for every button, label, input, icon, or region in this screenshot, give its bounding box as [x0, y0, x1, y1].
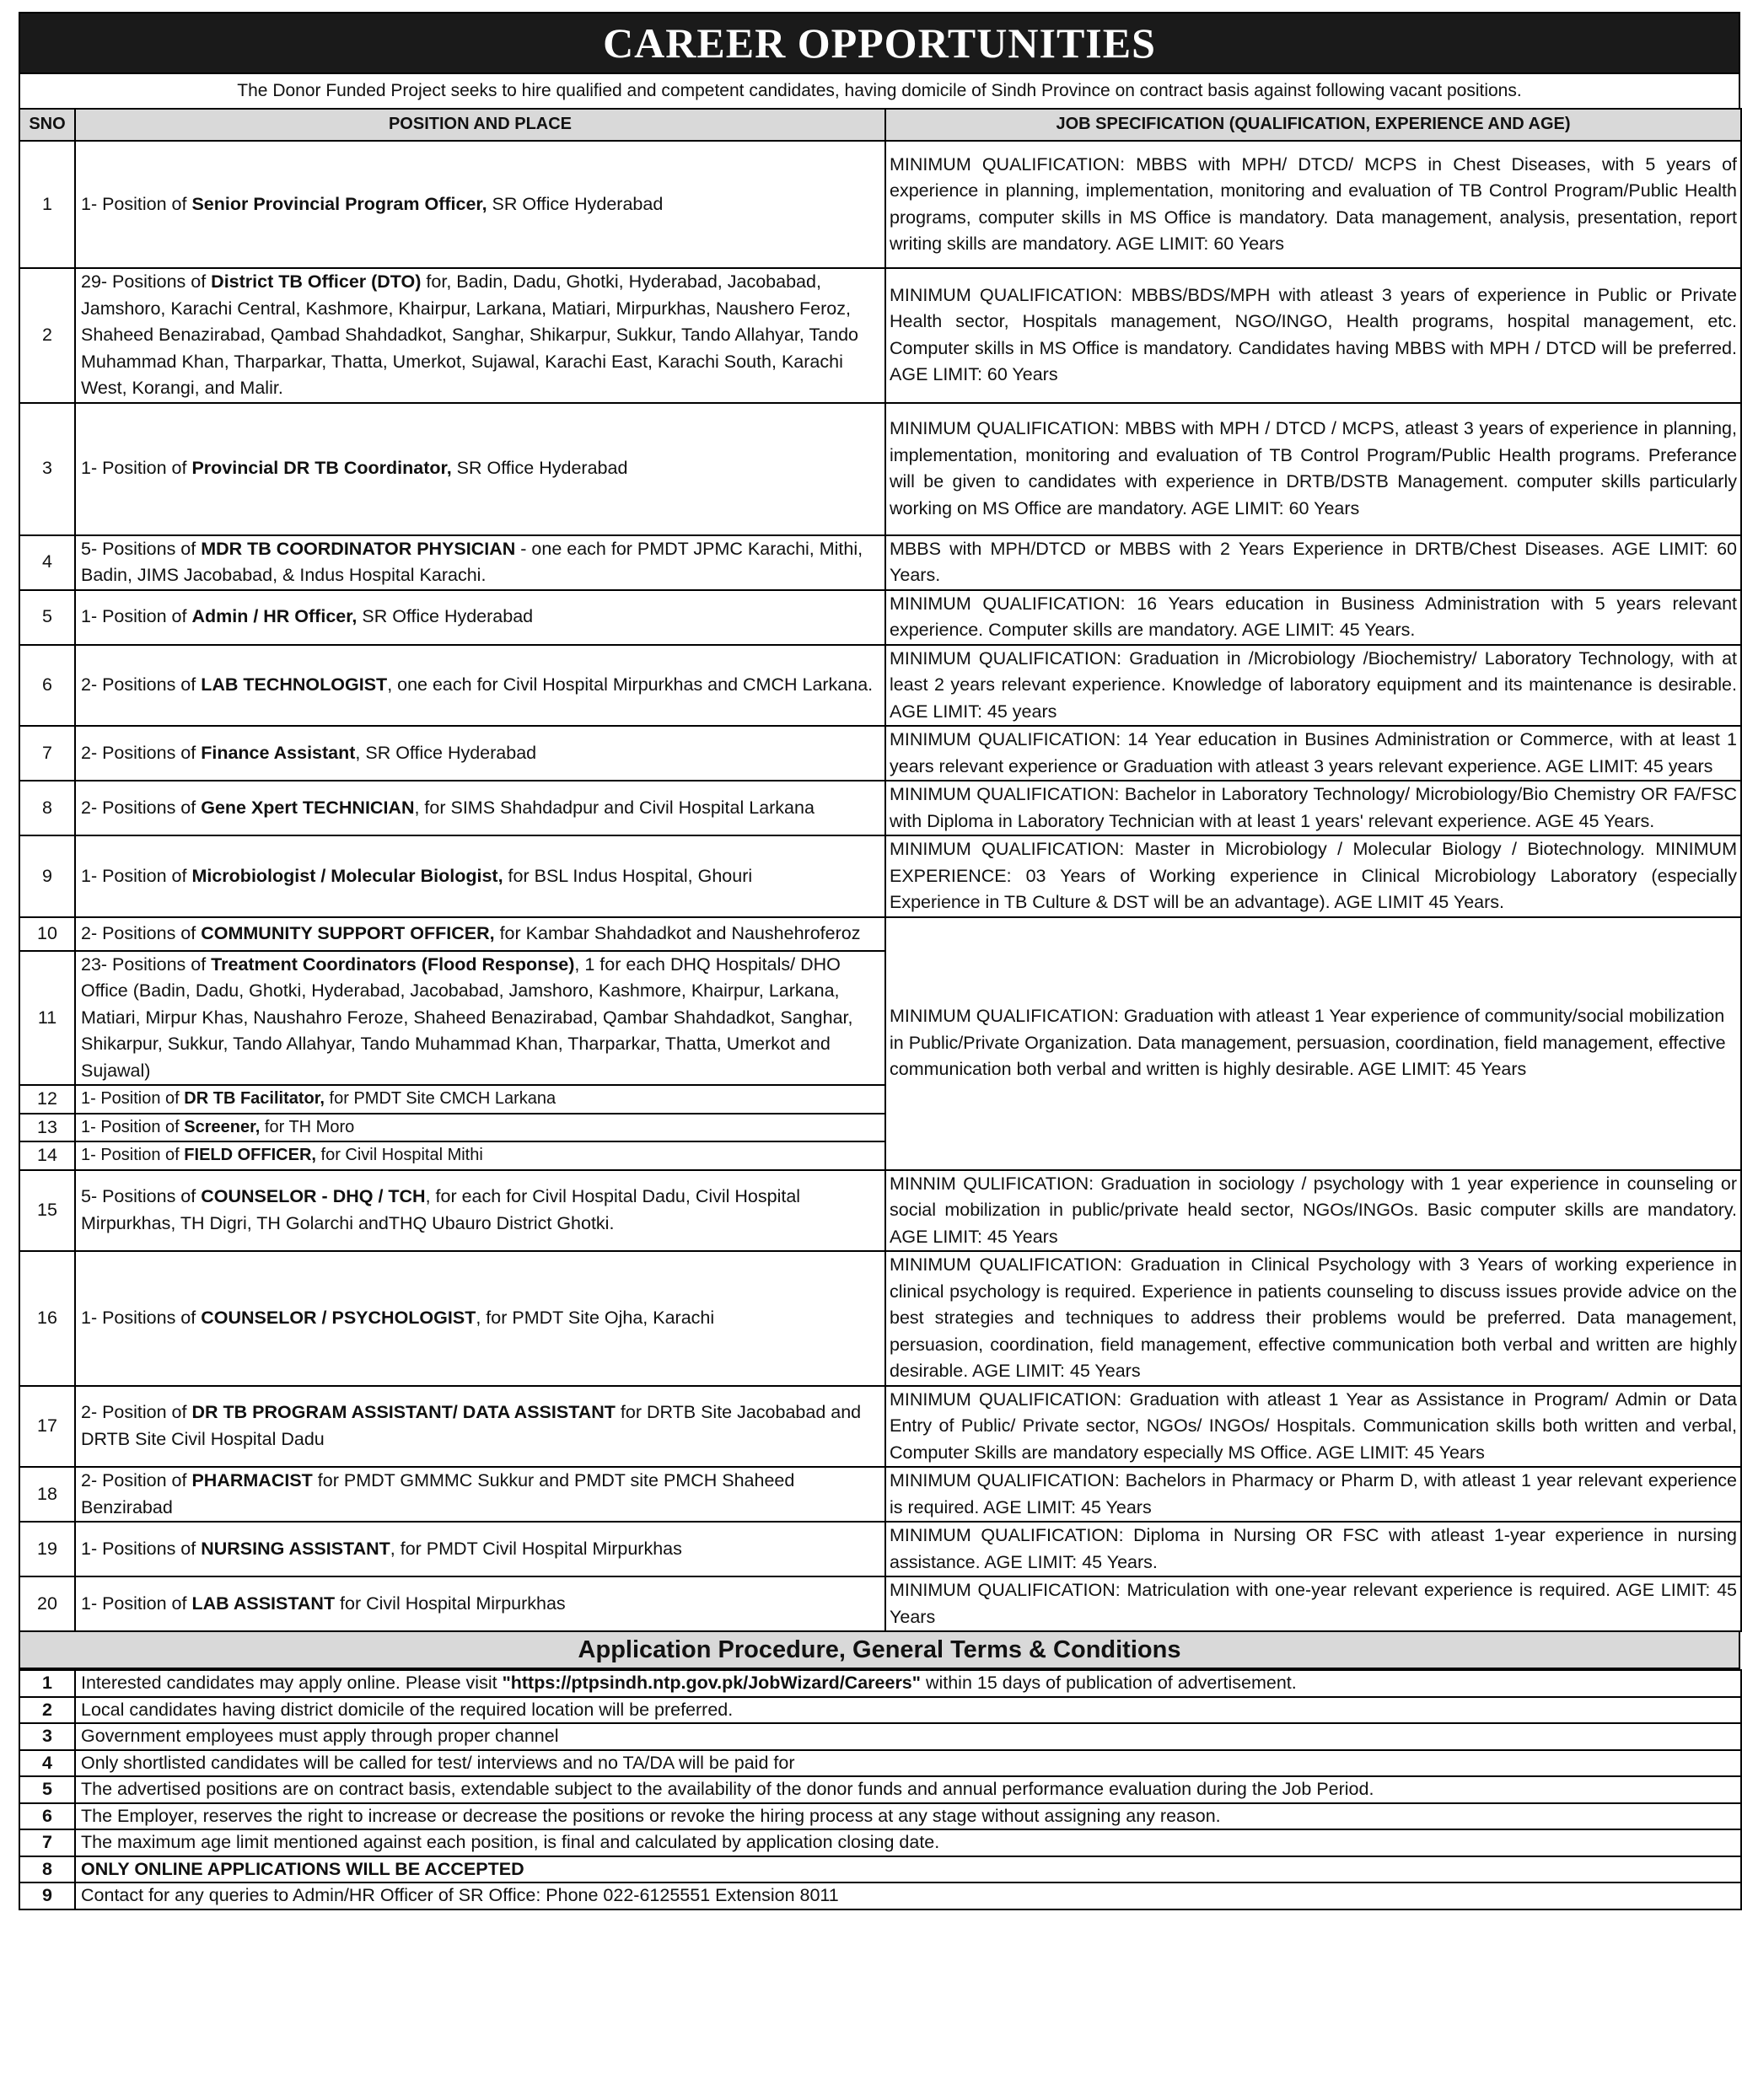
term-text — [75, 1670, 1741, 1697]
position-prefix: 1- Positions of — [81, 1308, 202, 1328]
position-place: for TH Moro — [260, 1117, 355, 1136]
row-sno: 18 — [19, 1467, 75, 1522]
term-text — [75, 1750, 1741, 1777]
row-spec: MINIMUM QUALIFICATION: Graduation in Clinical Psychology with 3 Years of working experience in clinical psychology is required. Experience in patients counseling to discuss issues provide advice on the best strategies and techniques to address their problems would be preferred. Data management, persuasion, coordination, field management, effective communication both verbal and written are highly desirable. AGE LIMIT: 45 Years — [885, 1251, 1741, 1386]
position-title: Admin / HR Officer, — [191, 606, 358, 627]
position-title: Screener, — [184, 1117, 261, 1136]
row-spec: MINIMUM QUALIFICATION: MBBS with MPH / DTCD / MCPS, atleast 3 years of experience in planning, implementation, monitoring and evaluation of TB Control Program/Public Health programs. Preferance will be given to candidates with experience in DRTB/DSTB Management. computer skills particularly working on MS Office are mandatory. AGE LIMIT: 60 Years — [885, 403, 1741, 535]
term-sno: 6 — [19, 1803, 75, 1830]
row-position — [75, 1386, 885, 1468]
position-prefix: 1- Position of — [81, 458, 192, 479]
terms-row — [19, 1750, 1741, 1777]
row-spec: MINIMUM QUALIFICATION: Matriculation with one-year relevant experience is required. AGE LIMIT: 45 Years — [885, 1576, 1741, 1631]
table-row — [19, 1467, 1741, 1522]
row-spec: MBBS with MPH/DTCD or MBBS with 2 Years Experience in DRTB/Chest Diseases. AGE LIMIT: 60 Years. — [885, 535, 1741, 590]
row-sno: 19 — [19, 1522, 75, 1576]
terms-table — [19, 1669, 1742, 1910]
position-place: for PMDT Site CMCH Larkana — [325, 1089, 556, 1109]
row-sno: 3 — [19, 403, 75, 535]
row-sno: 15 — [19, 1170, 75, 1252]
position-title: Finance Assistant — [201, 742, 356, 763]
position-prefix: 2- Positions of — [81, 922, 202, 943]
term-text-main: The Employer, reserves the right to increase or decrease the positions or revoke the hiring process at any stage without assigning any reason. — [81, 1805, 1221, 1826]
row-spec: MINIMUM QUALIFICATION: MBBS with MPH/ DTCD/ MCPS in Chest Diseases, with 5 years of experience in planning, implementation, monitoring and evaluation of TB Control Program/Public Health programs, computer skills in MS Office is mandatory. Data management, analysis, presentation, report writing skills are mandatory. AGE LIMIT: 60 Years — [885, 141, 1741, 268]
table-row — [19, 535, 1741, 590]
row-sno: 12 — [19, 1085, 75, 1114]
position-place: , for PMDT Site Ojha, Karachi — [476, 1308, 715, 1328]
position-title: LAB ASSISTANT — [191, 1592, 336, 1614]
row-sno: 10 — [19, 917, 75, 951]
position-place: , 1 for each DHQ Hospitals/ DHO Office (Badin, Dadu, Ghotki, Hyderabad, Jacobabad, Jamshoro, Kashmore, Khairpur, Larkana, Matiari, Mirpur Khas, Naushahro Feroze, Shaheed Benazirabad, Qambar Shahdadkot, Sanghar, Shikarpur, Sukkur, Tando Allahyar, Tando Muhammad Khan, Tharparkar, Thatta, Umerkot and Sujawal) — [81, 953, 853, 1081]
row-position — [75, 268, 885, 403]
position-title: MDR TB COORDINATOR PHYSICIAN — [201, 538, 516, 559]
term-text-post: within 15 days of publication of advertisement. — [920, 1673, 1297, 1693]
career-advertisement — [19, 12, 1740, 1910]
terms-row — [19, 1882, 1741, 1909]
row-position — [75, 1170, 885, 1252]
position-prefix: 1- Position of — [81, 865, 192, 886]
table-row — [19, 141, 1741, 268]
terms-row — [19, 1803, 1741, 1830]
position-prefix: 1- Position of — [81, 1089, 185, 1109]
position-prefix: 2- Position of — [81, 1470, 192, 1490]
row-position — [75, 141, 885, 268]
term-text-main: The maximum age limit mentioned against each position, is final and calculated by application closing date. — [81, 1832, 940, 1852]
term-text-main: The advertised positions are on contract basis, extendable subject to the availability of the donor funds and annual performance evaluation during the Job Period. — [81, 1779, 1374, 1799]
position-title: Treatment Coordinators (Flood Response) — [211, 953, 575, 975]
position-place: for Civil Hospital Mithi — [315, 1146, 483, 1165]
term-text — [75, 1776, 1741, 1803]
table-row — [19, 403, 1741, 535]
row-position — [75, 835, 885, 917]
position-prefix: 1- Position of — [81, 193, 192, 214]
position-title: Microbiologist / Molecular Biologist, — [191, 865, 503, 886]
term-text-main: Interested candidates may apply online. Please visit — [81, 1673, 503, 1693]
position-place: for Kambar Shahdadkot and Naushehroferoz — [494, 922, 861, 943]
row-sno: 14 — [19, 1141, 75, 1170]
position-prefix: 1- Position of — [81, 1117, 185, 1136]
term-text-main: Contact for any queries to Admin/HR Officer of SR Office: Phone 022-6125551 Extension 8011 — [81, 1885, 839, 1905]
row-spec: MINIMUM QUALIFICATION: Master in Microbiology / Molecular Biology / Biotechnology. MINIMUM EXPERIENCE: 03 Years of Working experience in Clinical Microbiology Laboratory (especially Experience in TB Culture & DST will be an advantage). AGE LIMIT 45 Years. — [885, 835, 1741, 917]
row-spec: MINIMUM QUALIFICATION: Diploma in Nursing OR FSC with atleast 1-year experience in nursing assistance. AGE LIMIT: 45 Years. — [885, 1522, 1741, 1576]
page-title: CAREER OPPORTUNITIES — [19, 12, 1740, 74]
terms-row — [19, 1670, 1741, 1697]
term-sno: 2 — [19, 1697, 75, 1724]
position-place: SR Office Hyderabad — [487, 193, 664, 214]
row-sno: 5 — [19, 590, 75, 645]
position-prefix: 2- Positions of — [81, 797, 202, 818]
position-title: COUNSELOR / PSYCHOLOGIST — [201, 1308, 476, 1328]
position-place: for DRTB Site Jacobabad and DRTB Site Civil Hospital Dadu — [81, 1402, 862, 1449]
row-sno: 16 — [19, 1251, 75, 1386]
position-prefix: 2- Positions of — [81, 674, 202, 695]
row-position — [75, 1085, 885, 1114]
application-link[interactable]: "https://ptpsindh.ntp.gov.pk/JobWizard/Careers" — [502, 1673, 921, 1693]
position-prefix: 29- Positions of — [81, 271, 212, 292]
term-text — [75, 1856, 1741, 1883]
row-sno: 20 — [19, 1576, 75, 1631]
position-place: , for SIMS Shahdadpur and Civil Hospital Larkana — [414, 797, 815, 818]
term-text — [75, 1723, 1741, 1750]
term-sno: 5 — [19, 1776, 75, 1803]
table-row — [19, 1522, 1741, 1576]
row-position — [75, 917, 885, 951]
terms-title: Application Procedure, General Terms & Conditions — [19, 1632, 1740, 1669]
table-row — [19, 1251, 1741, 1386]
term-sno: 1 — [19, 1670, 75, 1697]
positions-table — [19, 108, 1742, 1632]
position-title: COMMUNITY SUPPORT OFFICER, — [201, 922, 495, 943]
terms-row — [19, 1856, 1741, 1883]
table-row — [19, 726, 1741, 781]
row-position — [75, 781, 885, 835]
position-place: , for each for Civil Hospital Dadu, Civil Hospital Mirpurkhas, TH Digri, TH Golarchi andTHQ Ubauro District Ghotki. — [81, 1186, 801, 1233]
position-prefix: 1- Position of — [81, 606, 192, 627]
term-sno: 4 — [19, 1750, 75, 1777]
position-prefix: 1- Position of — [81, 1592, 192, 1614]
position-title: Gene Xpert TECHNICIAN — [201, 797, 415, 818]
row-position — [75, 1522, 885, 1576]
row-sno: 11 — [19, 951, 75, 1086]
position-title: FIELD OFFICER, — [184, 1146, 316, 1165]
table-row — [19, 781, 1741, 835]
row-position — [75, 1114, 885, 1142]
position-place: for BSL Indus Hospital, Ghouri — [503, 865, 753, 886]
table-row — [19, 1386, 1741, 1468]
term-text — [75, 1803, 1741, 1830]
term-text-main: Government employees must apply through proper channel — [81, 1726, 559, 1746]
row-position — [75, 1251, 885, 1386]
row-position — [75, 1141, 885, 1170]
position-place: , for PMDT Civil Hospital Mirpurkhas — [390, 1538, 682, 1559]
term-text — [75, 1882, 1741, 1909]
term-text-bold: ONLY ONLINE APPLICATIONS WILL BE ACCEPTED — [81, 1858, 524, 1879]
row-position — [75, 645, 885, 727]
row-spec: MINIMUM QUALIFICATION: Graduation in /Microbiology /Biochemistry/ Laboratory Technology, with at least 2 years relevant experience. Knowledge of laboratory equipment and its maintenance is desirable. AGE LIMIT: 45 years — [885, 645, 1741, 727]
terms-row — [19, 1776, 1741, 1803]
position-prefix: 2- Position of — [81, 1402, 192, 1423]
term-text-main: Only shortlisted candidates will be called for test/ interviews and no TA/DA will be paid for — [81, 1752, 795, 1773]
row-sno: 17 — [19, 1386, 75, 1468]
row-position — [75, 535, 885, 590]
table-header-row — [19, 109, 1741, 141]
row-sno: 8 — [19, 781, 75, 835]
row-position — [75, 951, 885, 1086]
table-row — [19, 1576, 1741, 1631]
term-text-main: Local candidates having district domicile of the required location will be preferred. — [81, 1699, 734, 1720]
row-spec: MINIMUM QUALIFICATION: 14 Year education in Busines Administration or Commerce, with at least 1 years relevant experience or Graduation with atleast 3 years relevant experience. AGE LIMIT: 45 years — [885, 726, 1741, 781]
position-prefix: 5- Positions of — [81, 538, 202, 559]
term-sno: 8 — [19, 1856, 75, 1883]
row-sno: 4 — [19, 535, 75, 590]
row-sno: 2 — [19, 268, 75, 403]
table-row — [19, 917, 1741, 951]
term-text — [75, 1697, 1741, 1724]
row-position — [75, 1576, 885, 1631]
position-prefix: 1- Position of — [81, 1146, 185, 1165]
position-prefix: 23- Positions of — [81, 953, 212, 975]
row-spec: MINIMUM QUALIFICATION: Graduation with atleast 1 Year experience of community/social mobilization in Public/Private Organization. Data management, persuasion, coordination, field management, effective communication both verbal and written is highly desirable. AGE LIMIT: 45 Years — [885, 917, 1741, 1170]
position-title: DR TB Facilitator, — [184, 1089, 325, 1109]
position-place: , SR Office Hyderabad — [355, 742, 537, 763]
position-title: COUNSELOR - DHQ / TCH — [201, 1186, 426, 1207]
position-place: for PMDT GMMMC Sukkur and PMDT site PMCH Shaheed Benzirabad — [81, 1470, 795, 1517]
table-row — [19, 835, 1741, 917]
position-place: , one each for Civil Hospital Mirpurkhas and CMCH Larkana. — [387, 674, 874, 695]
position-title: Senior Provincial Program Officer, — [191, 193, 487, 214]
position-title: DR TB PROGRAM ASSISTANT/ DATA ASSISTANT — [191, 1402, 616, 1423]
row-position — [75, 726, 885, 781]
term-sno: 9 — [19, 1882, 75, 1909]
position-place: SR Office Hyderabad — [451, 458, 628, 479]
terms-row — [19, 1829, 1741, 1856]
row-sno: 7 — [19, 726, 75, 781]
position-title: PHARMACIST — [191, 1470, 313, 1490]
header-spec: JOB SPECIFICATION (QUALIFICATION, EXPERIENCE AND AGE) — [885, 109, 1741, 141]
term-sno: 3 — [19, 1723, 75, 1750]
row-sno: 9 — [19, 835, 75, 917]
intro-text: The Donor Funded Project seeks to hire qualified and competent candidates, having domicile of Sindh Province on contract basis against following vacant positions. — [19, 74, 1740, 108]
position-prefix: 1- Positions of — [81, 1538, 202, 1559]
position-place: - one each for PMDT JPMC Karachi, Mithi, Badin, JIMS Jacobabad, & Indus Hospital Karachi. — [81, 538, 863, 585]
row-position — [75, 590, 885, 645]
row-position — [75, 1467, 885, 1522]
header-sno: SNO — [19, 109, 75, 141]
row-sno: 6 — [19, 645, 75, 727]
row-spec: MINIMUM QUALIFICATION: Bachelors in Pharmacy or Pharm D, with atleast 1 year relevant experience is required. AGE LIMIT: 45 Years — [885, 1467, 1741, 1522]
terms-row — [19, 1697, 1741, 1724]
table-row — [19, 268, 1741, 403]
table-row — [19, 1170, 1741, 1252]
position-place: SR Office Hyderabad — [357, 606, 534, 627]
position-title: District TB Officer (DTO) — [211, 271, 422, 292]
row-sno: 13 — [19, 1114, 75, 1142]
row-spec: MINIMUM QUALIFICATION: 16 Years education in Business Administration with 5 years relevant experience. Computer skills are mandatory. AGE LIMIT: 45 Years. — [885, 590, 1741, 645]
header-position: POSITION AND PLACE — [75, 109, 885, 141]
row-spec: MINIMUM QUALIFICATION: MBBS/BDS/MPH with atleast 3 years of experience in Public or Private Health sector, Hospitals management, NGO/INGO, Health programs, hospital management, etc. Computer skills in MS Office is mandatory. Candidates having MBBS with MPH / DTCD will be preferred. AGE LIMIT: 60 Years — [885, 268, 1741, 403]
position-place: for, Badin, Dadu, Ghotki, Hyderabad, Jacobabad, Jamshoro, Karachi Central, Kashmore, Khairpur, Larkana, Matiari, Mirpurkhas, Naushero Feroz, Shaheed Benazirabad, Qambad Shahdadkot, Sanghar, Shikarpur, Sukkur, Tando Allahyar, Tando Muhammad Khan, Tharparkar, Thatta, Umerkot, Sujawal, Karachi East, Karachi South, Karachi West, Korangi, and Malir. — [81, 271, 858, 398]
row-spec: MINIMUM QUALIFICATION: Graduation with atleast 1 Year as Assistance in Program/ Admin or Data Entry of Public/ Private sector, NGOs/ INGOs/ Hospitals. Communication skills both written and verbal, Computer Skills are mandatory especially MS Office. AGE LIMIT: 45 Years — [885, 1386, 1741, 1468]
term-text — [75, 1829, 1741, 1856]
row-spec: MINIMUM QUALIFICATION: Bachelor in Laboratory Technology/ Microbiology/Bio Chemistry OR FA/FSC with Diploma in Laboratory Technician with at least 1 years' relevant experience. AGE 45 Years. — [885, 781, 1741, 835]
row-position — [75, 403, 885, 535]
position-title: Provincial DR TB Coordinator, — [191, 458, 452, 479]
row-sno: 1 — [19, 141, 75, 268]
row-spec: MINNIM QULIFICATION: Graduation in sociology / psychology with 1 year experience in counseling or social mobilization in public/private heald sector, NGOs/INGOs. Basic computer skills are mandatory. AGE LIMIT: 45 Years — [885, 1170, 1741, 1252]
terms-row — [19, 1723, 1741, 1750]
position-prefix: 5- Positions of — [81, 1186, 202, 1207]
table-row — [19, 645, 1741, 727]
term-sno: 7 — [19, 1829, 75, 1856]
position-place: for Civil Hospital Mirpurkhas — [335, 1592, 566, 1614]
position-title: NURSING ASSISTANT — [201, 1538, 390, 1559]
position-title: LAB TECHNOLOGIST — [201, 674, 388, 695]
table-row — [19, 590, 1741, 645]
position-prefix: 2- Positions of — [81, 742, 202, 763]
